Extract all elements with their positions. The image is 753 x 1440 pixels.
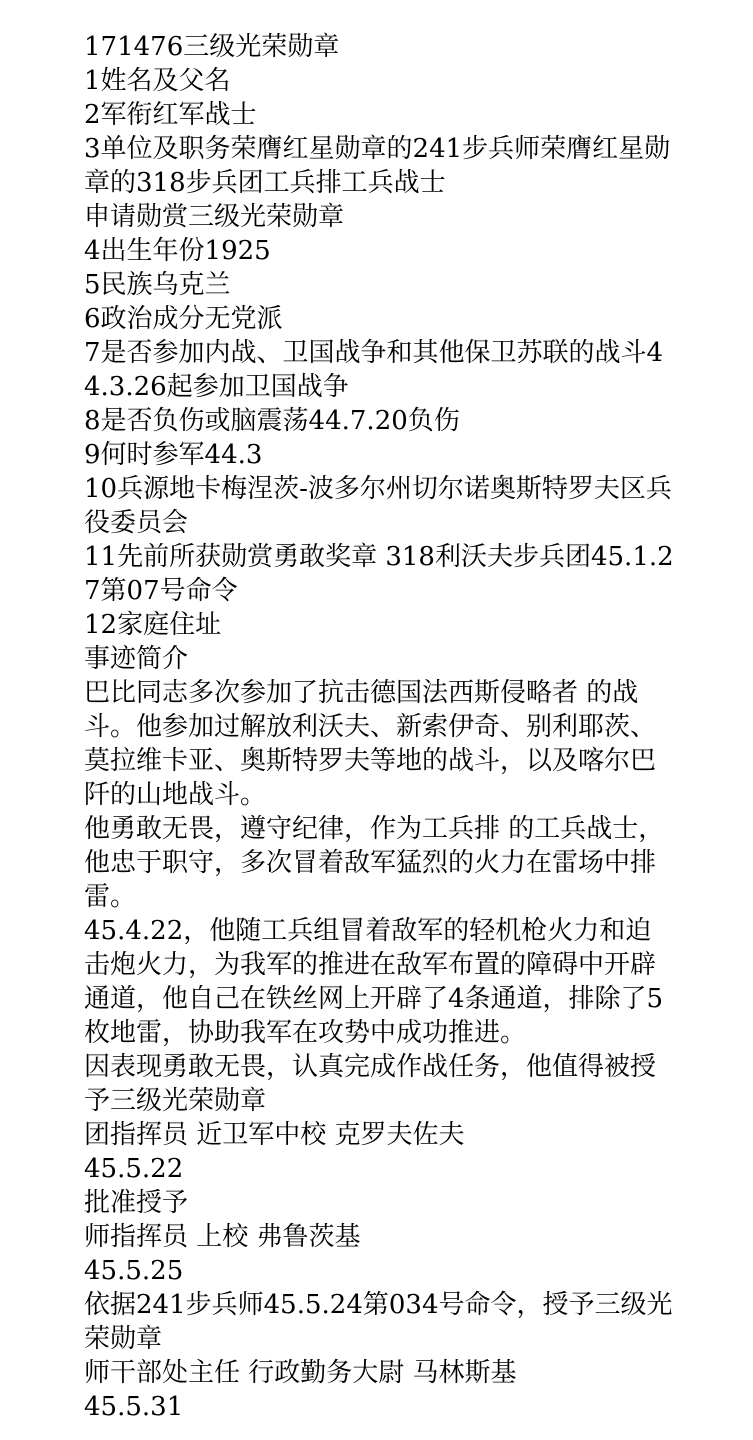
field-rank: 2军衔红军战士 — [84, 100, 257, 130]
deeds-conclusion: 因表现勇敢无畏，认真完成作战任务，他值得被授予三级光荣勋章 — [84, 1052, 657, 1116]
section-heading-deeds: 事迹简介 — [84, 644, 189, 674]
field-party: 6政治成分无党派 — [84, 304, 283, 334]
deeds-paragraph: 45.4.22，他随工兵组冒着敌军的轻机枪火力和迫击炮火力，为我军的推进在敌军布置的障碍中开辟通道，他自己在铁丝网上开辟了4条通道，排除了5枚地雷，协助我军在攻势中成功推进。 — [84, 916, 664, 1048]
approval-note: 批准授予 — [84, 1188, 189, 1218]
field-name: 1姓名及父名 — [84, 66, 231, 96]
field-home-address: 12家庭住址 — [84, 610, 222, 640]
division-commander-signature: 师指挥员 上校 弗鲁茨基 — [84, 1222, 361, 1252]
date: 45.5.31 — [84, 1392, 184, 1422]
field-nationality: 5民族乌克兰 — [84, 270, 231, 300]
regiment-commander-signature: 团指挥员 近卫军中校 克罗夫佐夫 — [84, 1120, 465, 1150]
date: 45.5.25 — [84, 1256, 184, 1286]
document-body — [84, 30, 674, 1424]
award-order: 依据241步兵师45.5.24第034号命令，授予三级光荣勋章 — [84, 1290, 673, 1354]
personnel-chief-signature: 师干部处主任 行政勤务大尉 马林斯基 — [84, 1358, 517, 1388]
field-previous-awards: 11先前所获勋赏勇敢奖章 318利沃夫步兵团45.1.27第07号命令 — [84, 542, 674, 606]
field-unit: 3单位及职务荣膺红星勋章的241步兵师荣膺红星勋章的318步兵团工兵排工兵战士 — [84, 134, 671, 198]
award-request: 申请勋赏三级光荣勋章 — [84, 202, 345, 232]
field-birth-year: 4出生年份1925 — [84, 236, 271, 266]
field-draft-office: 10兵源地卡梅涅茨-波多尔州切尔诺奥斯特罗夫区兵役委员会 — [84, 474, 672, 538]
date: 45.5.22 — [84, 1154, 184, 1184]
deeds-paragraph: 他勇敢无畏，遵守纪律，作为工兵排 的工兵战士，他忠于职守，多次冒着敌军猛烈的火力在雷场中排雷。 — [84, 814, 665, 912]
field-enlistment: 9何时参军44.3 — [84, 440, 263, 470]
field-war-participation: 7是否参加内战、卫国战争和其他保卫苏联的战斗44.3.26起参加卫国战争 — [84, 338, 664, 402]
field-wounds: 8是否负伤或脑震荡44.7.20负伤 — [84, 406, 460, 436]
deeds-paragraph: 巴比同志多次参加了抗击德国法西斯侵略者 的战斗。他参加过解放利沃夫、新索伊奇、别利耶茨、莫拉维卡亚、奥斯特罗夫等地的战斗，以及喀尔巴阡的山地战斗。 — [84, 678, 657, 810]
document-title: 171476三级光荣勋章 — [84, 32, 340, 62]
